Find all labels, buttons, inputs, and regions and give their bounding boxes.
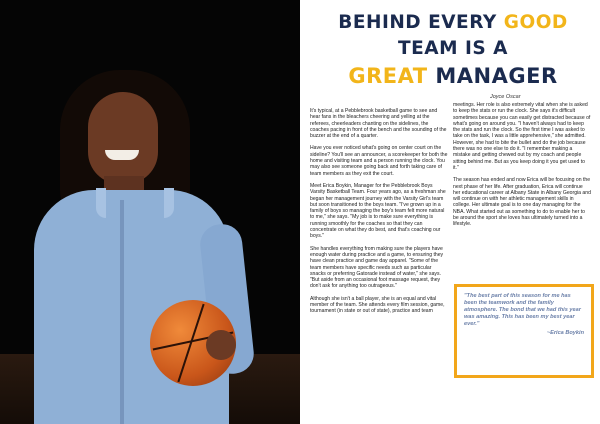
hand [206,330,236,360]
headline-text: MANAGER [427,64,558,88]
headline-line-2: TEAM IS A [398,38,508,59]
article-column-left [310,108,448,321]
article-column-right [453,102,591,234]
smile [105,150,139,160]
paragraph: meetings. Her role is also extremely vital when she is asked to keep the stats or run the clock. She says it's difficult sometimes because you can easily get distracted because of what's going on around you. "I haven't always had to keep the stats and run the clock. So the first time I was asked to take on the task, I was a little apprehensive," she admitted. However, she had to bite the bullet and do the job because there was no one else to do it. "I remember making a mistake and getting chewed out by my coach and people sitting behind me. But as you keep doing it you get used to it." [453,102,591,171]
paragraph: Although she isn't a ball player, she is an equal and vital member of the team. She attends every film session, game, tournament (in state or out of state), practice and team [310,295,445,315]
headline-line-3 [310,64,596,88]
headline-text: BEHIND EVERY [338,12,504,33]
shirt-collar [96,188,174,218]
face [88,92,158,184]
byline: Joyce Oscar [490,94,521,100]
pull-quote-attribution: ~Erica Boykin [546,330,584,336]
paragraph: The season has ended and now Erica will be focusing on the next phase of her life. After graduation, Erica will continue her educational career at Albany State in Albany Georgia and will continue on with her athletic management skills in college. Her ultimate goal is to one day managing for the NBA. What started out as something to do to enable her to be around the sport she loves has ultimately turned into a lifestyle. [453,177,591,228]
paragraph: Have you ever noticed what's going on center court on the sideline? You'll see an announcer, a scorekeeper for both the home and visiting team and a person running the clock. You may also see someone going back and forth taking care of team members as they exit the court. [310,145,448,177]
pull-quote [454,284,594,378]
paragraph: Meet Erica Boykin, Manager for the Pebblebrook Boys Varsity Basketball Team. Four years ago, as a freshman she began her management journey with the Varsity Girl's team but soon transitioned to the boys team. "I've grown up in a family of boys so managing the boy's team felt more natural to me," she says. "My job is to make sure everything is running smoothly for the coaches so that they can concentrate on what they do best, and that's coaching our boys." [310,182,446,240]
headline-highlight-good: GOOD [503,12,568,33]
paragraph: It's typical, at a Pebblebrook basketball game to see and hear fans in the bleachers cheering and yelling at the referees, cheerleaders chanting on the sidelines, the coaches pacing in front of the bench and the sounding of the buzzer at the end of a quarter. [310,108,447,140]
headline-highlight-great: GREAT [348,64,428,88]
shirt-placket [120,200,124,424]
headline-line-1 [310,12,596,33]
paragraph: She handles everything from making sure the players have enough water during practice and a game, to ensuring they have clean practice and game day apparel. "Some of the team members have specific needs such as particular snacks or preferring Gatorade instead of water," she says. "But aside from an occasional foot massage request, they don't ask for anything too outrageous." [310,245,444,290]
pull-quote-text: "The best part of this season for me has been the teamwork and the family atmosphere. The bond that we had this year was amazing. This has been my best year ever." [464,293,581,327]
